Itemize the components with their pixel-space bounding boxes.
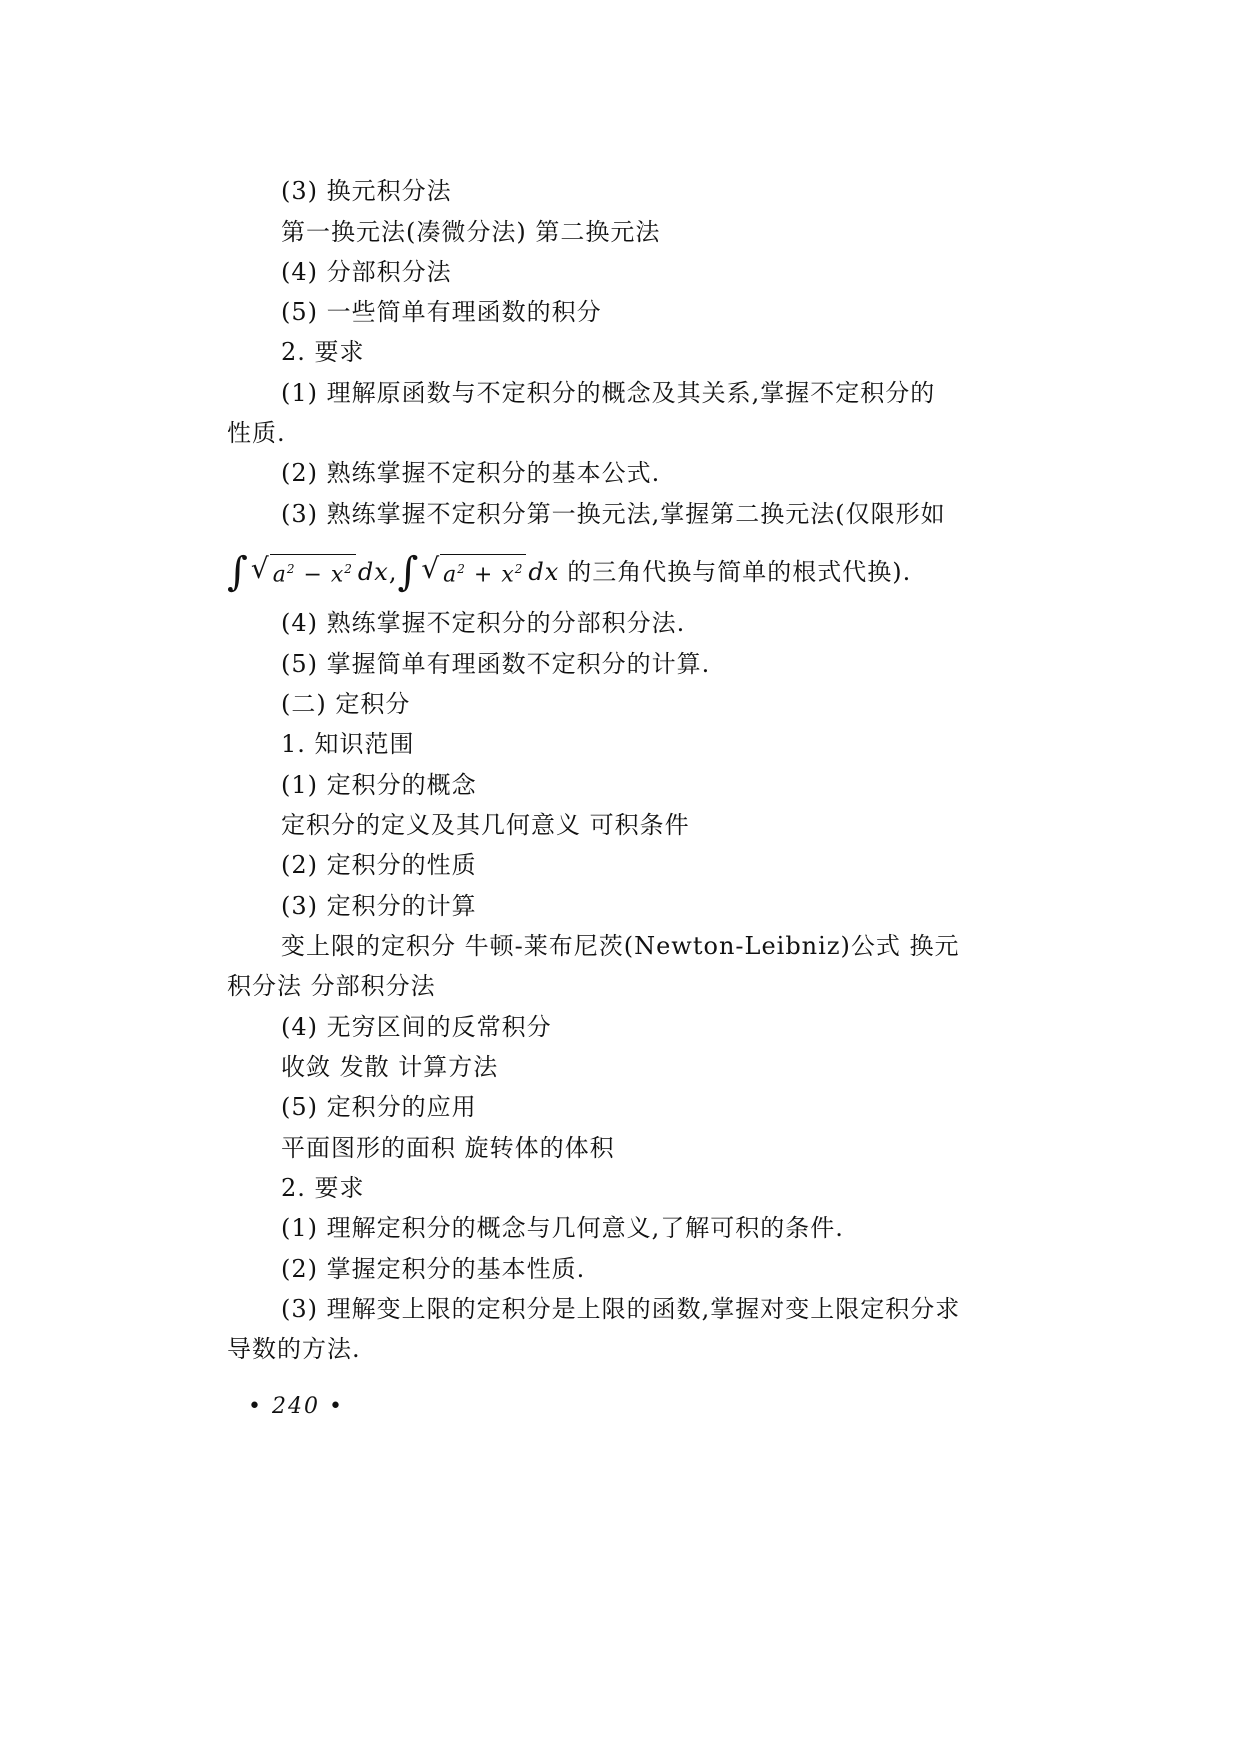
text-line: 积分法 分部积分法 [227,972,436,1000]
formula-tail: 的三角代换与简单的根式代换). [567,558,912,586]
integral-sign: ∫ [397,549,420,595]
dx-2: dx [528,558,560,586]
text-line: (2) 熟练掌握不定积分的基本公式. [281,459,661,487]
text-line: (3) 理解变上限的定积分是上限的函数,掌握对变上限定积分求 [281,1295,961,1323]
text-line: (4) 分部积分法 [281,258,452,286]
text-line: (3) 换元积分法 [281,177,452,205]
text-line: (2) 掌握定积分的基本性质. [281,1255,586,1283]
integral-formula-line [227,550,911,594]
text-line: (4) 无穷区间的反常积分 [281,1013,552,1041]
text-line: 变上限的定积分 牛顿-莱布尼茨(Newton-Leibniz)公式 换元 [281,932,960,960]
sqrt-expression-1 [251,554,356,589]
radical-sign: √ [250,552,270,586]
text-line: (1) 理解定积分的概念与几何意义,了解可积的条件. [281,1214,844,1242]
text-line: (1) 定积分的概念 [281,771,477,799]
text-line: (2) 定积分的性质 [281,851,477,879]
text-line: 定积分的定义及其几何意义 可积条件 [281,811,690,839]
text-line: 平面图形的面积 旋转体的体积 [281,1134,615,1162]
text-line: (4) 熟练掌握不定积分的分部积分法. [281,609,686,637]
text-line: 性质. [227,419,286,447]
text-line: (5) 一些简单有理函数的积分 [281,298,602,326]
section-heading: 2. 要求 [281,338,365,366]
dx-1: dx [357,558,389,586]
sqrt-expression-2 [421,554,526,589]
radicand-1: $a^2 - x^2$ [270,554,356,589]
section-heading: 2. 要求 [281,1174,365,1202]
text-line: 导数的方法. [227,1335,361,1363]
text-line: 收敛 发散 计算方法 [281,1053,499,1081]
integral-sign: ∫ [227,549,249,595]
section-heading: 1. 知识范围 [281,730,415,758]
separator: , [388,558,398,586]
page-number: • 240 • [248,1394,344,1419]
text-line: (3) 熟练掌握不定积分第一换元法,掌握第二换元法(仅限形如 [281,500,946,528]
text-line: (1) 理解原函数与不定积分的概念及其关系,掌握不定积分的 [281,379,936,407]
radicand-2: $a^2 + x^2$ [440,554,526,589]
text-line: (3) 定积分的计算 [281,892,477,920]
radical-sign: √ [421,552,441,586]
section-heading: (二) 定积分 [281,690,411,718]
text-line: 第一换元法(凑微分法) 第二换元法 [281,218,661,246]
text-line: (5) 掌握简单有理函数不定积分的计算. [281,650,711,678]
text-line: (5) 定积分的应用 [281,1093,477,1121]
